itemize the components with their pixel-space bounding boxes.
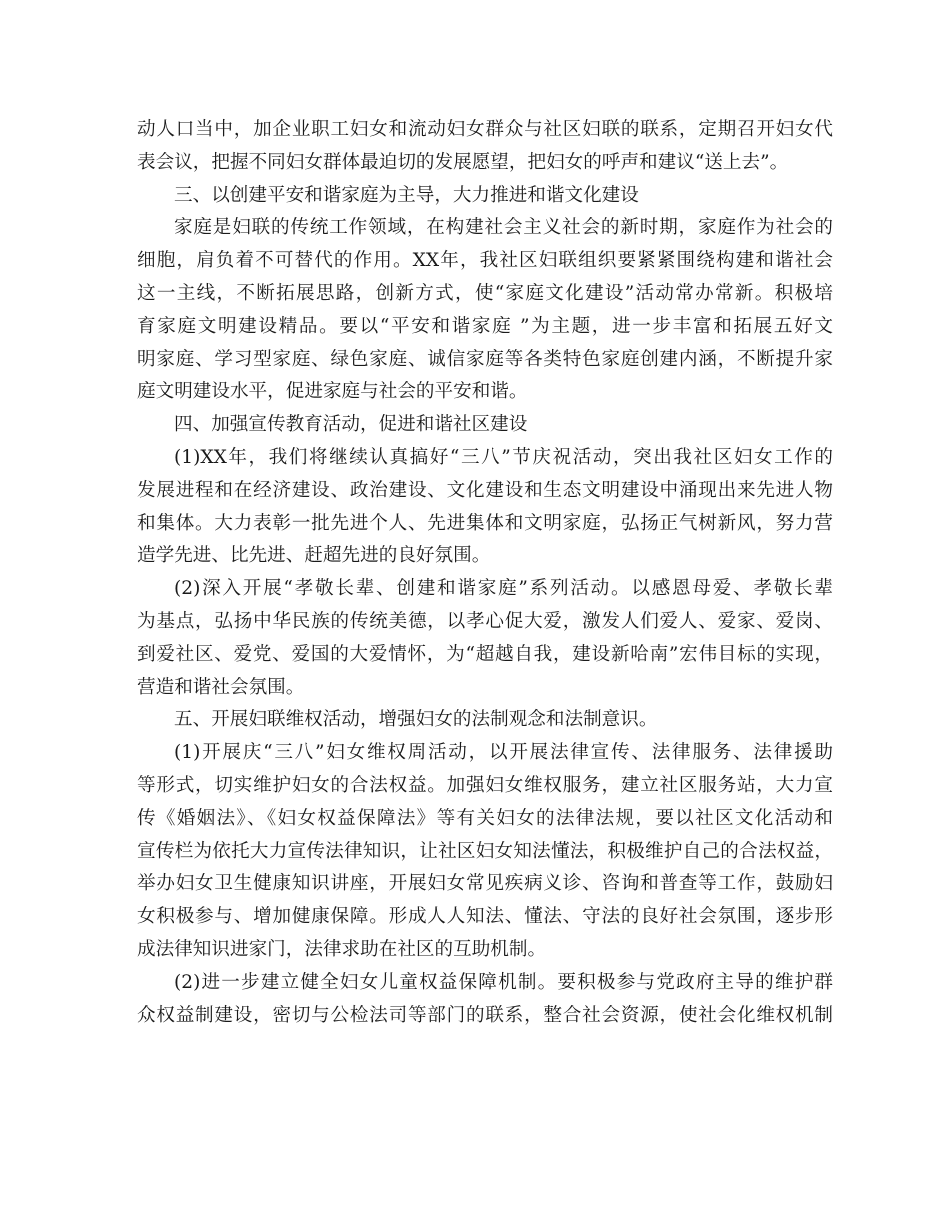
text-line: (2)进一步建立健全妇女儿童权益保障机制。要积极参与党政府主导的维护群 <box>174 971 833 993</box>
document-body <box>137 114 833 1032</box>
text-line: 四、加强宣传教育活动，促进和谐社区建设 <box>174 414 528 436</box>
text-line: 三、以创建平安和谐家庭为主导，大力推进和谐文化建设 <box>174 184 639 206</box>
text-line: 造学先进、比先进、赶超先进的良好氛围。 <box>137 545 491 567</box>
text-line: 家庭是妇联的传统工作领域，在构建社会主义社会的新时期，家庭作为社会的 <box>174 217 833 239</box>
text-line: 庭文明建设水平，促进家庭与社会的平安和谐。 <box>137 381 528 403</box>
text-line: 发展进程和在经济建设、政治建设、文化建设和生态文明建设中涌现出来先进人物 <box>137 479 833 501</box>
text-line: 成法律知识进家门，法律求助在社区的互助机制。 <box>137 938 547 960</box>
text-line: 这一主线，不断拓展思路，创新方式，使“家庭文化建设”活动常办常新。积极培 <box>137 282 833 304</box>
text-line: (2)深入开展“孝敬长辈、创建和谐家庭”系列活动。以感恩母爱、孝敬长辈 <box>174 578 833 600</box>
text-line: 等形式，切实维护妇女的合法权益。加强妇女维权服务，建立社区服务站，大力宣 <box>137 774 833 796</box>
text-line: 表会议，把握不同妇女群体最迫切的发展愿望，把妇女的呼声和建议“送上去”。 <box>137 151 789 173</box>
text-line: 宣传栏为依托大力宣传法律知识，让社区妇女知法懂法，积极维护自己的合法权益， <box>137 840 833 862</box>
text-line: (1)XX年，我们将继续认真搞好“三八”节庆祝活动，突出我社区妇女工作的 <box>174 446 833 468</box>
text-line: (1)开展庆“三八”妇女维权周活动，以开展法律宣传、法律服务、法律援助 <box>174 742 833 764</box>
text-line: 明家庭、学习型家庭、绿色家庭、诚信家庭等各类特色家庭创建内涵，不断提升家 <box>137 348 833 370</box>
text-line: 传《婚姻法》、《妇女权益保障法》等有关妇女的法律法规，要以社区文化活动和 <box>137 807 833 829</box>
text-line: 为基点，弘扬中华民族的传统美德，以孝心促大爱，激发人们爱人、爱家、爱岗、 <box>137 610 833 632</box>
text-line: 女积极参与、增加健康保障。形成人人知法、懂法、守法的良好社会氛围，逐步形 <box>137 906 833 928</box>
text-line: 到爱社区、爱党、爱国的大爱情怀，为“超越自我，建设新哈南”宏伟目标的实现， <box>137 643 833 665</box>
text-line: 五、开展妇联维权活动，增强妇女的法制观念和法制意识。 <box>174 709 658 731</box>
text-line: 众权益制建设，密切与公检法司等部门的联系，整合社会资源，使社会化维权机制 <box>137 1004 833 1026</box>
text-line: 营造和谐社会氛围。 <box>137 676 305 698</box>
text-line: 育家庭文明建设精品。要以“平安和谐家庭 ”为主题，进一步丰富和拓展五好文 <box>137 315 833 337</box>
text-line: 细胞，肩负着不可替代的作用。XX年，我社区妇联组织要紧紧围绕构建和谐社会 <box>137 250 833 272</box>
text-line: 举办妇女卫生健康知识讲座，开展妇女常见疾病义诊、咨询和普查等工作，鼓励妇 <box>137 873 833 895</box>
text-line: 动人口当中，加企业职工妇女和流动妇女群众与社区妇联的联系，定期召开妇女代 <box>137 119 833 140</box>
text-line: 和集体。大力表彰一批先进个人、先进集体和文明家庭，弘扬正气树新风，努力营 <box>137 512 833 534</box>
